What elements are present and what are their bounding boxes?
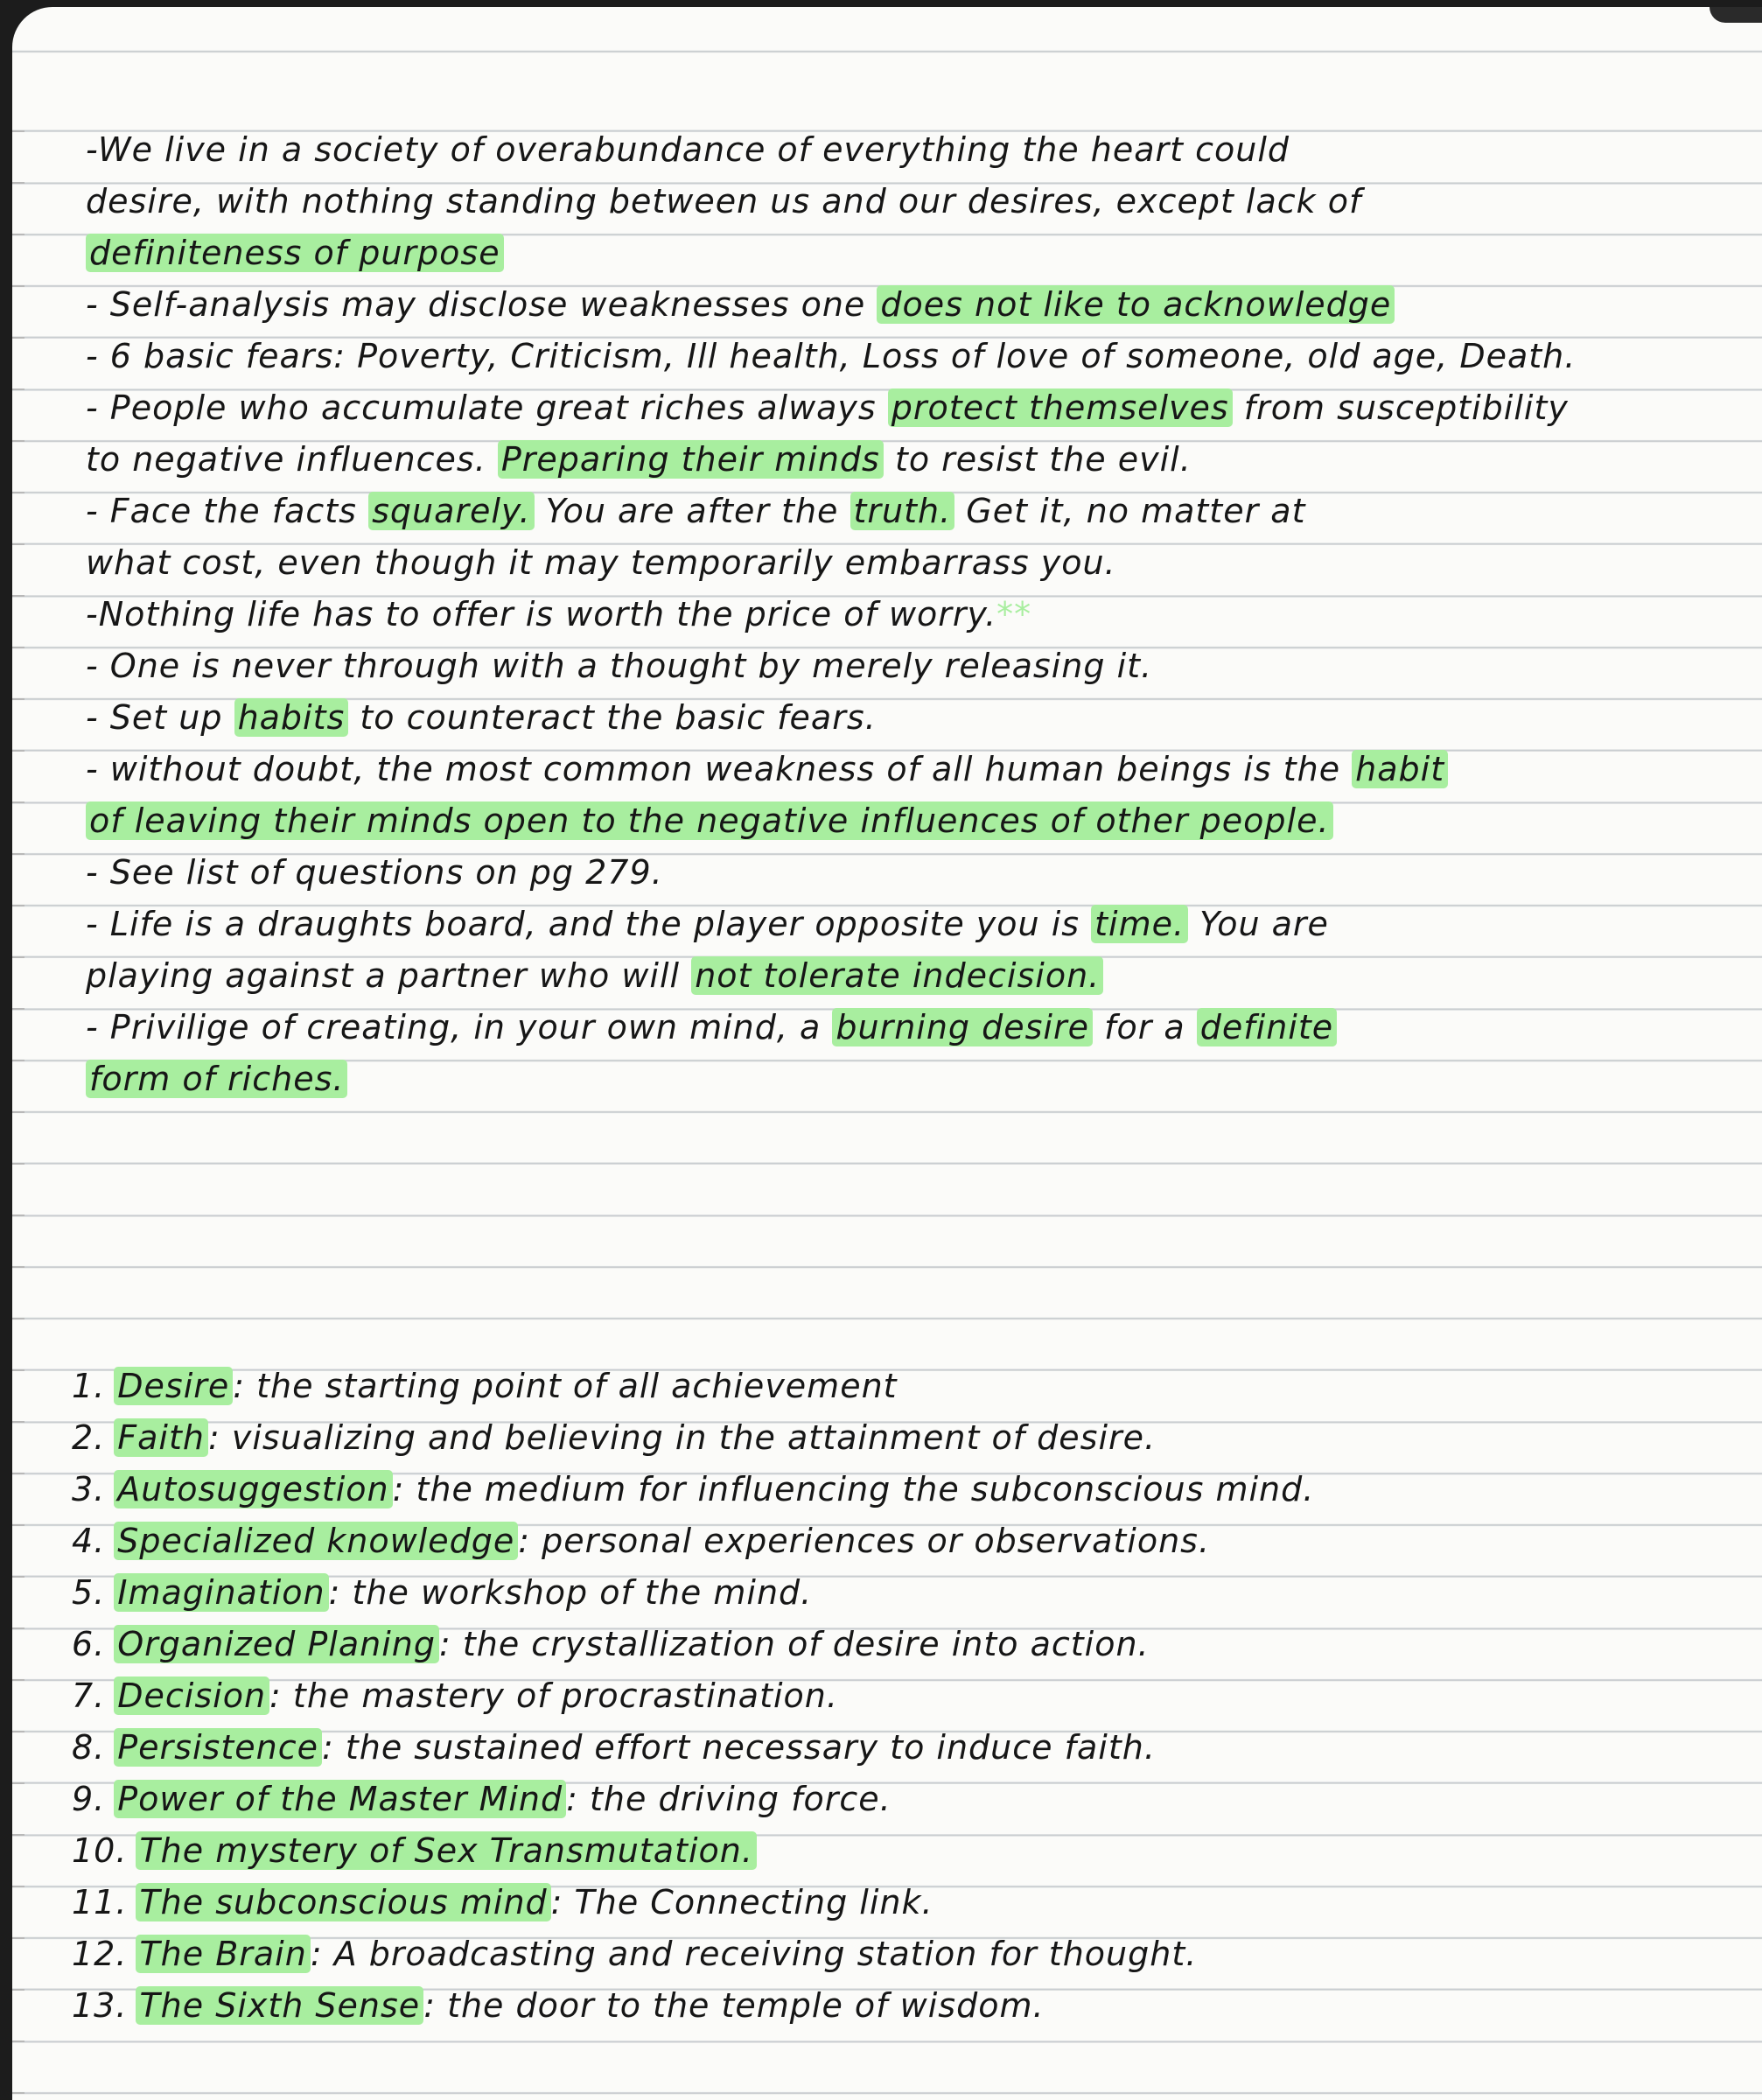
margin-tick [12, 750, 24, 752]
note-line [86, 847, 1748, 899]
step-number: 11. [72, 1883, 128, 1922]
step-term: Imagination [114, 1573, 328, 1612]
margin-tick [12, 182, 24, 184]
margin-tick [12, 130, 24, 132]
step-term: The Brain [136, 1935, 310, 1973]
highlighted-text: time. [1091, 905, 1188, 943]
note-text: - Face the facts [86, 492, 369, 530]
highlighted-text: squarely. [368, 492, 534, 530]
note-line [86, 1002, 1748, 1054]
step-description: : the mastery of procrastination. [269, 1676, 838, 1715]
note-text: to counteract the basic fears. [348, 698, 877, 737]
note-line [86, 899, 1748, 950]
note-line [86, 537, 1748, 589]
note-text: - Privilige of creating, in your own mind, a [86, 1008, 833, 1046]
step-term: Decision [114, 1676, 269, 1715]
note-line [86, 795, 1748, 847]
margin-tick [12, 1628, 24, 1629]
note-line [86, 124, 1748, 176]
margin-tick [12, 647, 24, 648]
margin-tick [12, 956, 24, 958]
step-number: 8. [72, 1728, 106, 1767]
step-description: : personal experiences or observations. [518, 1522, 1211, 1560]
margin-tick [12, 1524, 24, 1526]
note-text: -We live in a society of overabundance of everything the heart could [86, 130, 1290, 169]
step-description: : the door to the temple of wisdom. [423, 1986, 1045, 2025]
margin-tick [12, 1886, 24, 1887]
margin-tick [12, 1782, 24, 1784]
margin-tick [12, 337, 24, 339]
step-description: : The Connecting link. [550, 1883, 933, 1922]
note-text: You are after the [534, 492, 850, 530]
step-number: 3. [72, 1470, 106, 1508]
note-text: what cost, even though it may temporarily embarrass you. [86, 543, 1116, 582]
note-text: to negative influences. [86, 440, 498, 479]
note-text: to resist the evil. [883, 440, 1192, 479]
highlighted-text: not tolerate indecision. [691, 956, 1103, 995]
note-text: - Self-analysis may disclose weaknesses one [86, 285, 878, 324]
step-item [72, 1619, 1734, 1670]
note-line [86, 176, 1748, 228]
margin-tick [12, 543, 24, 545]
step-item [72, 1722, 1734, 1774]
step-item [72, 1877, 1734, 1928]
note-line [86, 589, 1748, 640]
step-term: Organized Planing [114, 1625, 439, 1663]
step-item [72, 1825, 1734, 1877]
notes-list [86, 124, 1748, 1105]
step-item [72, 1361, 1734, 1412]
step-item [72, 1464, 1734, 1516]
note-text: for a [1093, 1008, 1197, 1046]
margin-tick [12, 2092, 24, 2094]
step-description: : the crystallization of desire into action. [438, 1625, 1150, 1663]
step-description: : the workshop of the mind. [328, 1573, 813, 1612]
margin-tick [12, 905, 24, 906]
step-description: : the medium for influencing the subconscious mind. [392, 1470, 1315, 1508]
step-item [72, 1516, 1734, 1567]
highlighted-text: Preparing their minds [498, 440, 884, 479]
margin-tick [12, 2040, 24, 2042]
highlighted-text: burning desire [832, 1008, 1093, 1046]
step-term: Autosuggestion [114, 1470, 392, 1508]
notebook-page [12, 7, 1762, 2100]
step-item [72, 1412, 1734, 1464]
highlighted-text: of leaving their minds open to the negative influences of other people. [86, 802, 1333, 840]
margin-tick [12, 1163, 24, 1165]
margin-tick [12, 492, 24, 494]
note-text: from susceptibility [1232, 388, 1569, 427]
thirteen-steps-list [72, 1361, 1734, 2032]
margin-tick [12, 1834, 24, 1836]
star-marks: ** [996, 595, 1032, 634]
note-text: - 6 basic fears: Poverty, Criticism, Ill health, Loss of love of someone, old age, Death. [86, 337, 1577, 375]
note-text: playing against a partner who will [86, 956, 692, 995]
step-description: : A broadcasting and receiving station for thought. [310, 1935, 1198, 1973]
margin-tick [12, 1060, 24, 1061]
margin-tick [12, 853, 24, 855]
step-number: 6. [72, 1625, 106, 1663]
step-description: : the sustained effort necessary to induce faith. [321, 1728, 1156, 1767]
step-term: Faith [114, 1418, 208, 1457]
margin-tick [12, 1266, 24, 1268]
note-line [86, 692, 1748, 744]
note-text: - Set up [86, 698, 234, 737]
step-term: Persistence [114, 1728, 322, 1767]
note-line [86, 486, 1748, 537]
note-text: Get it, no matter at [954, 492, 1306, 530]
margin-tick [12, 1369, 24, 1371]
step-term: The Sixth Sense [136, 1986, 423, 2025]
step-item [72, 1670, 1734, 1722]
margin-tick [12, 1989, 24, 1991]
note-line [86, 950, 1748, 1002]
margin-tick [12, 234, 24, 235]
note-text: -Nothing life has to offer is worth the price of worry. [86, 595, 997, 634]
note-text: You are [1188, 905, 1329, 943]
notebook-binding-edge [1710, 7, 1762, 23]
note-text: - Life is a draughts board, and the player opposite you is [86, 905, 1092, 943]
note-text: - One is never through with a thought by merely releasing it. [86, 647, 1153, 685]
note-text: - See list of questions on pg 279. [86, 853, 663, 892]
highlighted-text: habits [234, 698, 349, 737]
margin-tick [12, 1679, 24, 1681]
step-item [72, 1567, 1734, 1619]
note-line [86, 228, 1748, 279]
margin-tick [12, 1214, 24, 1216]
note-line [86, 279, 1748, 331]
step-term: Power of the Master Mind [114, 1780, 566, 1818]
step-item [72, 1928, 1734, 1980]
highlighted-text: definite [1197, 1008, 1337, 1046]
step-term: The mystery of Sex Transmutation. [136, 1831, 757, 1870]
note-line [86, 434, 1748, 486]
step-term: Desire [114, 1367, 233, 1405]
highlighted-text: does not like to acknowledge [877, 285, 1395, 324]
highlighted-text: protect themselves [888, 388, 1233, 427]
step-number: 5. [72, 1573, 106, 1612]
step-number: 2. [72, 1418, 106, 1457]
step-number: 7. [72, 1676, 106, 1715]
margin-tick [12, 1111, 24, 1113]
note-line [86, 744, 1748, 795]
margin-tick [12, 285, 24, 287]
note-line [86, 1054, 1748, 1105]
step-number: 13. [72, 1986, 128, 2025]
step-term: The subconscious mind [136, 1883, 550, 1922]
step-description: : visualizing and believing in the attainment of desire. [207, 1418, 1157, 1457]
margin-tick [12, 1576, 24, 1578]
note-text: - without doubt, the most common weakness of all human beings is the [86, 750, 1353, 788]
step-description: : the starting point of all achievement [233, 1367, 898, 1405]
step-number: 1. [72, 1367, 106, 1405]
margin-tick [12, 1937, 24, 1939]
margin-tick [12, 1318, 24, 1320]
step-term: Specialized knowledge [114, 1522, 518, 1560]
step-number: 9. [72, 1780, 106, 1818]
margin-tick [12, 1473, 24, 1474]
margin-tick [12, 595, 24, 597]
step-number: 12. [72, 1935, 128, 1973]
note-text: desire, with nothing standing between us and our desires, except lack of [86, 182, 1362, 220]
step-description: : the driving force. [566, 1780, 891, 1818]
highlighted-text: definiteness of purpose [86, 234, 504, 272]
note-line [86, 331, 1748, 382]
margin-tick [12, 440, 24, 442]
step-number: 4. [72, 1522, 106, 1560]
margin-tick [12, 1008, 24, 1010]
note-line [86, 382, 1748, 434]
step-item [72, 1774, 1734, 1825]
note-text: - People who accumulate great riches always [86, 388, 888, 427]
highlighted-text: form of riches. [86, 1060, 347, 1098]
step-item [72, 1980, 1734, 2032]
step-number: 10. [72, 1831, 128, 1870]
margin-tick [12, 388, 24, 390]
highlighted-text: truth. [850, 492, 955, 530]
note-line [86, 640, 1748, 692]
margin-tick [12, 1731, 24, 1732]
margin-tick [12, 698, 24, 700]
margin-tick [12, 802, 24, 803]
highlighted-text: habit [1352, 750, 1448, 788]
margin-tick [12, 1421, 24, 1423]
